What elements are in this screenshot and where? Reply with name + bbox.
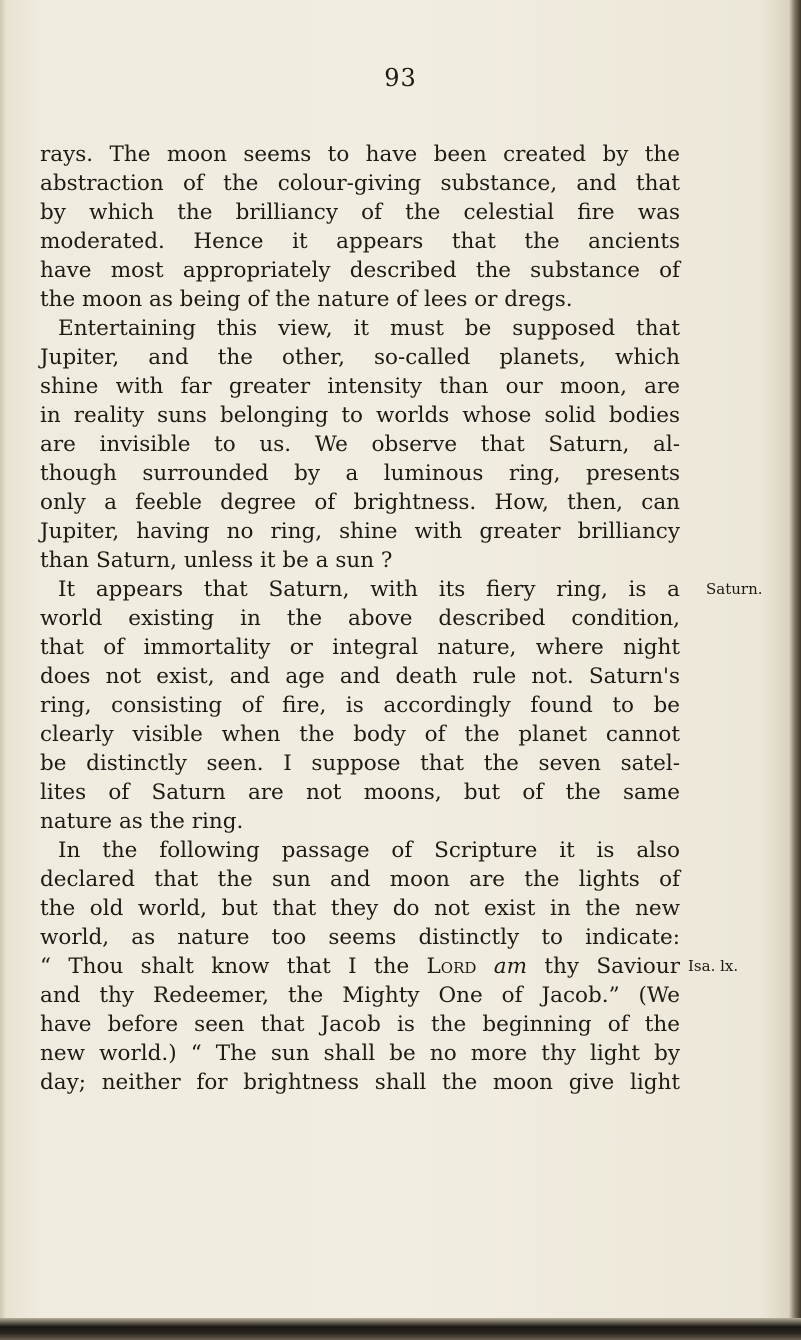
text-line: that of immortality or integral nature, where night <box>40 635 680 660</box>
text-line: nature as the ring. <box>40 809 244 834</box>
text-line: Jupiter, having no ring, shine with greater brilliancy <box>40 519 680 544</box>
italic-word: am <box>493 954 527 979</box>
text-line: In the following passage of Scripture it is also <box>58 838 680 863</box>
page-number: 93 <box>384 64 417 92</box>
text-line: abstraction of the colour-giving substance, and that <box>40 171 680 196</box>
text-line: rays. The moon seems to have been created by the <box>40 142 680 167</box>
text-line: the moon as being of the nature of lees or dregs. <box>40 287 573 312</box>
small-caps-word: Lord <box>426 954 477 979</box>
text-line: clearly visible when the body of the planet cannot <box>40 722 680 747</box>
text-line: by which the brilliancy of the celestial fire was <box>40 200 680 225</box>
page-edge-right <box>789 0 801 1340</box>
text-line: only a feeble degree of brightness. How, then, can <box>40 490 680 515</box>
margin-note: Saturn. <box>706 580 763 598</box>
text-line: Entertaining this view, it must be supposed that <box>58 316 680 341</box>
text-line: be distinctly seen. I suppose that the seven satel- <box>40 751 680 776</box>
text-line: and thy Redeemer, the Mighty One of Jacob.” (We <box>40 983 680 1008</box>
text-line: Jupiter, and the other, so-called planets, which <box>40 345 680 370</box>
text-line: ring, consisting of fire, is accordingly found to be <box>40 693 680 718</box>
text-line: the old world, but that they do not exist in the new <box>40 896 680 921</box>
text-line: declared that the sun and moon are the lights of <box>40 867 680 892</box>
text-line: new world.) “ The sun shall be no more thy light by <box>40 1041 680 1066</box>
text-line: moderated. Hence it appears that the ancients <box>40 229 680 254</box>
text-line: shine with far greater intensity than our moon, are <box>40 374 680 399</box>
body-text <box>40 140 763 1097</box>
text-line: day; neither for brightness shall the moon give light <box>40 1070 680 1095</box>
text-line: lites of Saturn are not moons, but of the same <box>40 780 680 805</box>
text-line: in reality suns belonging to worlds whose solid bodies <box>40 403 680 428</box>
text-line: are invisible to us. We observe that Saturn, al- <box>40 432 680 457</box>
text-line: have most appropriately described the substance of <box>40 258 680 283</box>
text-line: though surrounded by a luminous ring, presents <box>40 461 680 486</box>
text-line: It appears that Saturn, with its fiery ring, is a Saturn. <box>58 577 763 602</box>
margin-note: Isa. lx. <box>688 957 739 975</box>
text-line: world, as nature too seems distinctly to indicate: <box>40 925 680 950</box>
text-line: have before seen that Jacob is the beginning of the <box>40 1012 680 1037</box>
page-edge-bottom <box>0 1318 801 1340</box>
text-line: world existing in the above described condition, <box>40 606 680 631</box>
gutter-shadow <box>0 0 6 1340</box>
text-line: than Saturn, unless it be a sun ? <box>40 548 393 573</box>
text-line: “ Thou shalt know that I the Lord am thy Saviour Isa. lx. <box>40 954 739 979</box>
text-line: does not exist, and age and death rule not. Saturn's <box>40 664 680 689</box>
